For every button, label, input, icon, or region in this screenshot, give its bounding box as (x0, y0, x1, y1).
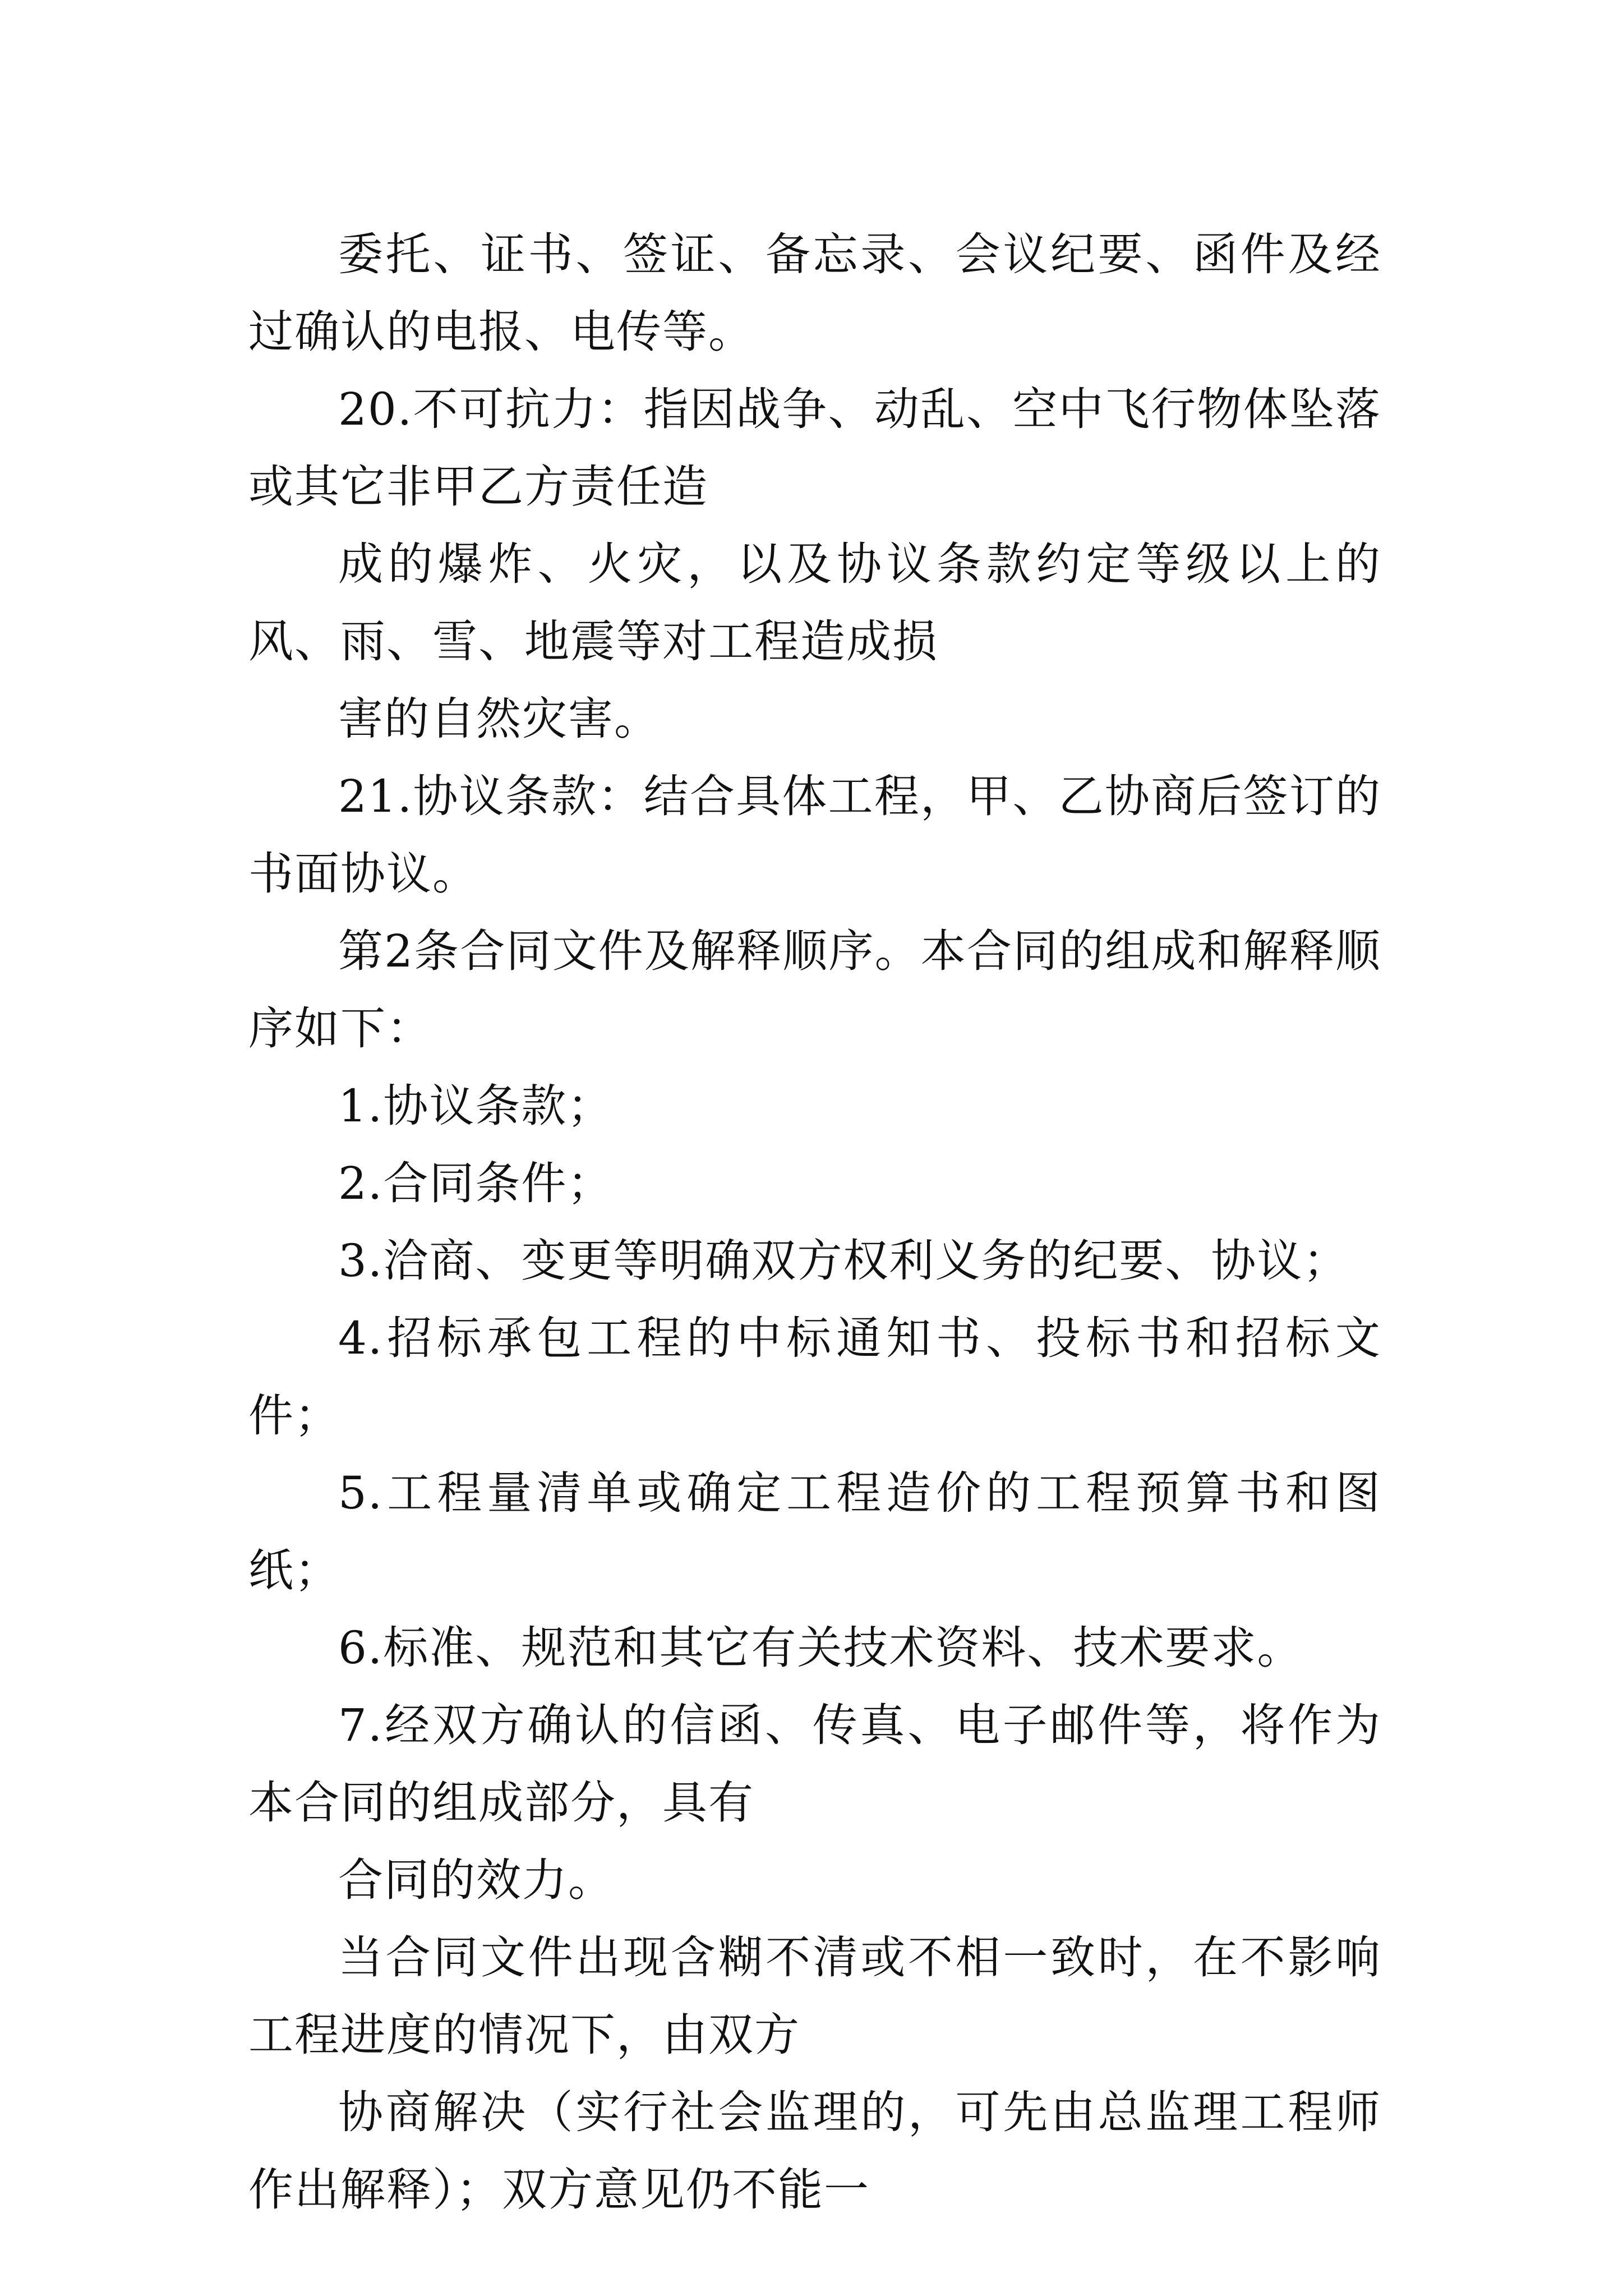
paragraph-10: 4.招标承包工程的中标通知书、投标书和招标文件； (248, 1312, 1381, 1442)
paragraph-1: 委托、证书、签证、备忘录、会议纪要、函件及经过确认的电报、电传等。 (248, 228, 1381, 358)
paragraph-9: 3.洽商、变更等明确双方权利义务的纪要、协议； (338, 1235, 1349, 1287)
paragraph-2: 20.不可抗力：指因战争、动乱、空中飞行物体坠落或其它非甲乙方责任造 (248, 383, 1381, 513)
paragraph-14: 合同的效力。 (338, 1854, 614, 1906)
paragraph-12: 6.标准、规范和其它有关技术资料、技术要求。 (338, 1622, 1303, 1674)
paragraph-4: 害的自然灾害。 (338, 693, 660, 745)
paragraph-11: 5.工程量清单或确定工程造价的工程预算书和图纸； (248, 1467, 1381, 1596)
paragraph-13: 7.经双方确认的信函、传真、电子邮件等，将作为本合同的组成部分，具有 (248, 1699, 1381, 1829)
paragraph-3: 成的爆炸、火灾，以及协议条款约定等级以上的风、雨、雪、地震等对工程造成损 (248, 538, 1381, 668)
paragraph-7: 1.协议条款； (338, 1080, 614, 1132)
paragraph-16: 协商解决（实行社会监理的，可先由总监理工程师作出解释）；双方意见仍不能一 (248, 2086, 1381, 2216)
paragraph-6: 第2条合同文件及解释顺序。本合同的组成和解释顺序如下： (248, 925, 1381, 1055)
paragraph-15: 当合同文件出现含糊不清或不相一致时，在不影响工程进度的情况下，由双方 (248, 1931, 1381, 2061)
document-page (248, 216, 1381, 2229)
paragraph-5: 21.协议条款：结合具体工程，甲、乙协商后签订的书面协议。 (248, 770, 1381, 900)
paragraph-8: 2.合同条件； (338, 1157, 614, 1209)
